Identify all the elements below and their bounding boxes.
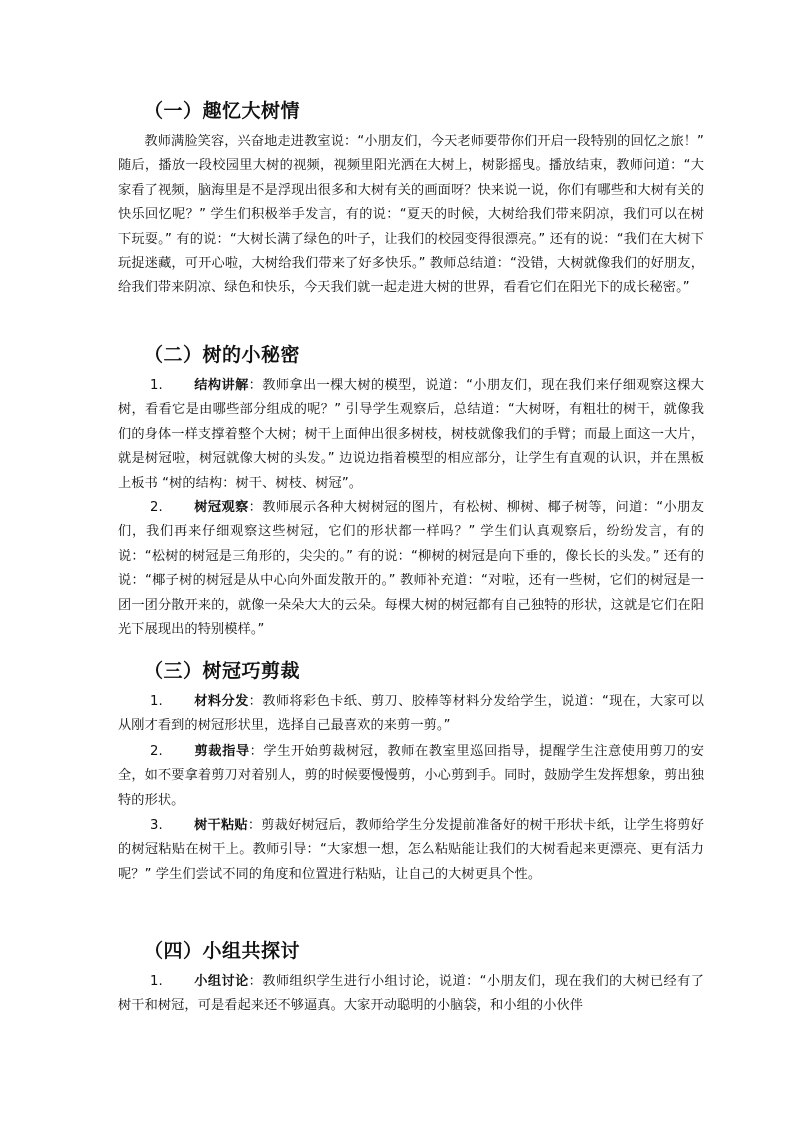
section-4-item-1 (118, 970, 704, 1019)
item-text: ：教师拿出一棵大树的模型，说道：“小朋友们，现在我们来仔细观察这棵大树，看看它是由哪些部分组成的呢？” 引导学生观察后，总结道：“大树呀，有粗壮的树干，就像我们的身体一样支撑着整个大树；树干上面伸出很多树枝，树枝就像我们的手臂；而最上面这一大片，就是树冠啦，树冠就像大树的头发。” 边说边指着模型的相应部分，让学生有直观的认识，并在黑板上板书 “树的结构：树干、树枝、树冠”。 (118, 378, 704, 491)
section-3-item-3 (118, 814, 704, 887)
item-number: 3. (150, 818, 163, 833)
item-number: 2. (150, 744, 163, 759)
section-4-title: （四）小组共探讨 (144, 940, 301, 962)
section-2-item-1 (118, 374, 704, 496)
item-label: 小组讨论 (194, 974, 249, 989)
item-number: 1. (150, 974, 163, 989)
section-3-title: （三）树冠巧剪裁 (144, 660, 301, 682)
section-2-title: （二）树的小秘密 (144, 344, 301, 366)
item-label: 结构讲解 (194, 378, 249, 393)
item-text: ：教师将彩色卡纸、剪刀、胶棒等材料分发给学生，说道：“现在，大家可以从刚才看到的树冠形状里，选择自己最喜欢的来剪一剪。” (118, 694, 704, 734)
item-text: ：教师组织学生进行小组讨论，说道：“小朋友们，现在我们的大树已经有了树干和树冠，可是看起来还不够逼真。大家开动聪明的小脑袋，和小组的小伙伴 (118, 974, 704, 1014)
item-label: 树冠观察 (194, 500, 249, 515)
item-text: ：剪裁好树冠后，教师给学生分发提前准备好的树干形状卡纸，让学生将剪好的树冠粘贴在树干上。教师引导：“大家想一想，怎么粘贴能让我们的大树看起来更漂亮、更有活力呢？” 学生们尝试不同的角度和位置进行粘贴，让自己的大树更具个性。 (118, 818, 704, 882)
item-label: 材料分发 (194, 694, 249, 709)
item-number: 2. (150, 500, 163, 515)
item-label: 树干粘贴 (194, 818, 248, 833)
section-1-title: （一）趣忆大树情 (144, 100, 301, 122)
section-3-item-1 (118, 690, 704, 739)
section-3-item-2 (118, 740, 704, 813)
section-2-item-2 (118, 496, 704, 642)
item-label: 剪裁指导 (194, 744, 250, 759)
item-text: ：学生开始剪裁树冠，教师在教室里巡回指导，提醒学生注意使用剪刀的安全，如不要拿着剪刀对着别人，剪的时候要慢慢剪，小心剪到手。同时，鼓励学生发挥想象，剪出独特的形状。 (118, 744, 705, 808)
item-text: ：教师展示各种大树树冠的图片，有松树、柳树、椰子树等，问道：“小朋友们，我们再来仔细观察这些树冠，它们的形状都一样吗？” 学生们认真观察后，纷纷发言，有的说：“松树的树冠是三角形的，尖尖的。” 有的说：“柳树的树冠是向下垂的，像长长的头发。” 还有的说：“椰子树的树冠是从中心向外面发散开的。” 教师补充道：“对啦，还有一些树，它们的树冠是一团一团分散开来的，就像一朵朵大大的云朵。每棵大树的树冠都有自己独特的形状，这就是它们在阳光下展现出的特别模样。” (118, 500, 704, 638)
item-number: 1. (150, 378, 163, 393)
section-1-paragraph: 教师满脸笑容，兴奋地走进教室说：“小朋友们，今天老师要带你们开启一段特别的回忆之旅！” 随后，播放一段校园里大树的视频，视频里阳光洒在大树上，树影摇曳。播放结束，教师问道：“大家看了视频，脑海里是不是浮现出很多和大树有关的画面呀？快来说一说，你们有哪些和大树有关的快乐回忆呢？” 学生们积极举手发言，有的说：“夏天的时候，大树给我们带来阴凉，我们可以在树下玩耍。” 有的说：“大树长满了绿色的叶子，让我们的校园变得很漂亮。” 还有的说：“我们在大树下玩捉迷藏，可开心啦，大树给我们带来了好多快乐。” 教师总结道：“没错，大树就像我们的好朋友，给我们带来阴凉、绿色和快乐，今天我们就一起走进大树的世界，看看它们在阳光下的成长秘密。” (118, 134, 704, 296)
item-number: 1. (150, 694, 163, 709)
